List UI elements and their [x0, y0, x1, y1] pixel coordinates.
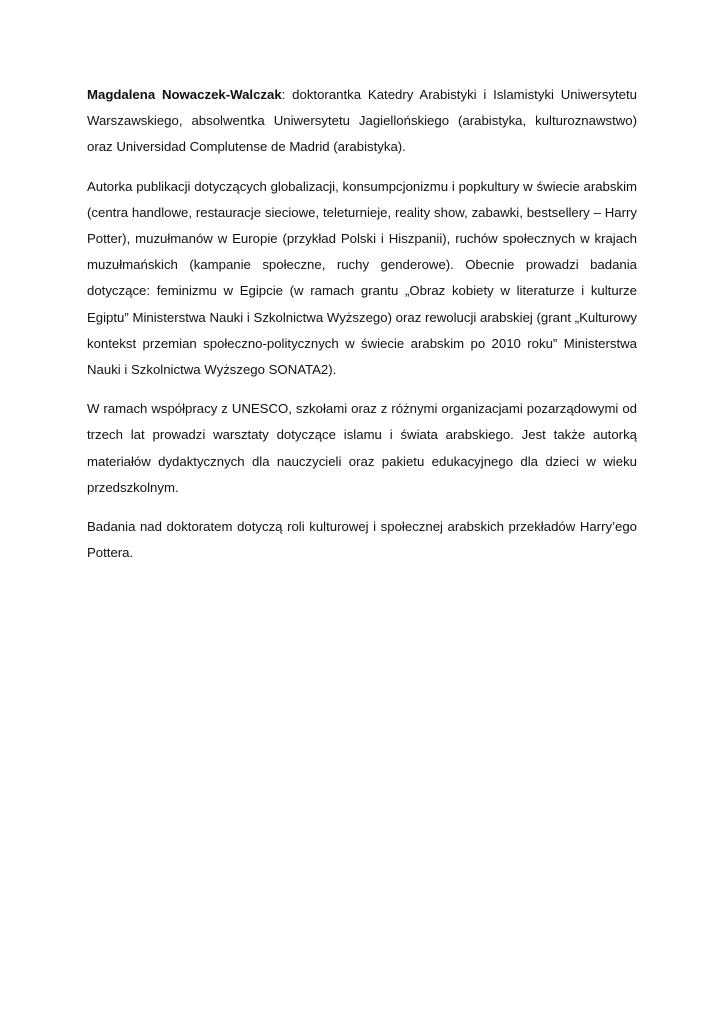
bio-paragraph-doctorate: Badania nad doktoratem dotyczą roli kulturowej i społecznej arabskich przekładów Harry’ego Pottera.: [87, 519, 637, 561]
bio-intro-text: : doktorantka Katedry Arabistyki i Islamistyki Uniwersytetu Warszawskiego, absolwentka Uniwersytetu Jagiellońskiego (arabistyka, kulturoznawstwo) oraz Universidad Complutense de Madrid (arabistyka).: [87, 87, 638, 155]
document-body: [87, 82, 637, 579]
bio-paragraph-publications: Autorka publikacji dotyczących globalizacji, konsumpcjonizmu i popkultury w świecie arabskim (centra handlowe, restauracje sieciowe, teleturnieje, reality show, zabawki, bestsellery – Harry Potter), muzułmanów w Europie (przykład Polski i Hiszpanii), ruchów społecznych w krajach muzułmańskich (kampanie społeczne, ruchy genderowe). Obecnie prowadzi badania dotyczące: feminizmu w Egipcie (w ramach grantu „Obraz kobiety w literaturze i kulturze Egiptu” Ministerstwa Nauki i Szkolnictwa Wyższego) oraz rewolucji arabskiej (grant „Kulturowy kontekst przemian społeczno-politycznych w świecie arabskim po 2010 roku” Ministerstwa Nauki i Szkolnictwa Wyższego SONATA2).: [87, 178, 637, 378]
bio-paragraph-intro: [87, 82, 637, 161]
bio-paragraph-workshops: W ramach współpracy z UNESCO, szkołami oraz z różnymi organizacjami pozarządowymi od trzech lat prowadzi warsztaty dotyczące islamu i świata arabskiego. Jest także autorką materiałów dydaktycznych dla nauczycieli oraz pakietu edukacyjnego dla dzieci w wieku przedszkolnym.: [87, 401, 637, 495]
author-name: Magdalena Nowaczek-Walczak: [87, 87, 282, 102]
